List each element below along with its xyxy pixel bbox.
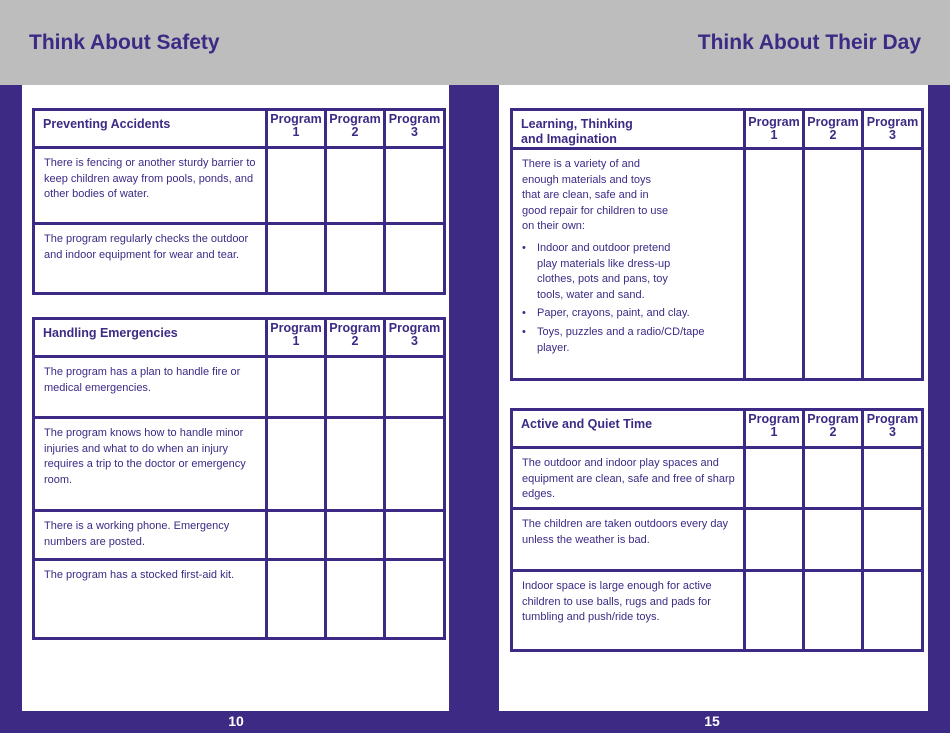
program-3-checkbox[interactable]	[863, 509, 923, 571]
program-1-checkbox[interactable]	[745, 448, 804, 509]
right-page-title: Think About Their Day	[697, 31, 921, 54]
right-page-margin	[928, 85, 950, 733]
table-row	[512, 448, 923, 509]
program-2-checkbox[interactable]	[804, 448, 863, 509]
handling-emergencies-table	[32, 317, 446, 640]
program-1-checkbox[interactable]	[267, 224, 326, 294]
program-1-checkbox[interactable]	[267, 357, 326, 418]
table-row	[512, 571, 923, 651]
table-row	[34, 511, 445, 560]
left-page-title: Think About Safety	[29, 31, 220, 54]
program-2-header: Program 2	[326, 319, 385, 357]
program-1-header: Program 1	[745, 410, 804, 448]
program-3-checkbox[interactable]	[385, 511, 445, 560]
criterion-text: The outdoor and indoor play spaces and equipment are clean, safe and free of sharp edges.	[512, 448, 745, 509]
program-3-header: Program 3	[385, 319, 445, 357]
right-page-number: 15	[704, 713, 720, 729]
program-3-checkbox[interactable]	[863, 448, 923, 509]
table-row	[34, 224, 445, 294]
program-1-checkbox[interactable]	[267, 560, 326, 639]
left-page-margin	[0, 85, 22, 733]
section-heading: Learning, Thinking and Imagination	[512, 110, 745, 149]
program-1-checkbox[interactable]	[267, 148, 326, 224]
program-1-header: Program 1	[267, 110, 326, 148]
program-2-checkbox[interactable]	[326, 511, 385, 560]
table-row	[34, 560, 445, 639]
program-3-checkbox[interactable]	[863, 149, 923, 380]
list-item: • Indoor and outdoor pretend play materials like dress-up clothes, pots and pans, toy tools, water and sand.	[522, 241, 682, 303]
program-2-checkbox[interactable]	[804, 149, 863, 380]
criterion-text: The program regularly checks the outdoor and indoor equipment for wear and tear.	[34, 224, 267, 294]
criterion-text: Indoor space is large enough for active children to use balls, rugs and pads for tumbling and push/ride toys.	[512, 571, 745, 651]
table-row	[34, 418, 445, 511]
program-2-checkbox[interactable]	[804, 509, 863, 571]
section-heading: Active and Quiet Time	[512, 410, 745, 448]
program-1-checkbox[interactable]	[745, 509, 804, 571]
program-1-checkbox[interactable]	[267, 418, 326, 511]
criterion-text: The program has a plan to handle fire or medical emergencies.	[34, 357, 267, 418]
program-2-header: Program 2	[804, 410, 863, 448]
criterion-text: The program knows how to handle minor injuries and what to do when an injury requires a trip to the doctor or emergency room.	[34, 418, 267, 511]
preventing-accidents-table	[32, 108, 446, 295]
gutter	[449, 85, 499, 733]
program-1-checkbox[interactable]	[745, 149, 804, 380]
program-1-checkbox[interactable]	[745, 571, 804, 651]
program-1-header: Program 1	[267, 319, 326, 357]
criterion-text: The children are taken outdoors every day unless the weather is bad.	[512, 509, 745, 571]
program-2-checkbox[interactable]	[326, 560, 385, 639]
criterion-text: There is a working phone. Emergency numbers are posted.	[34, 511, 267, 560]
program-2-checkbox[interactable]	[326, 148, 385, 224]
materials-list	[522, 241, 735, 356]
program-3-header: Program 3	[863, 110, 923, 149]
footer-band	[0, 711, 950, 733]
table-row	[34, 357, 445, 418]
criterion-text	[512, 149, 745, 380]
section-heading: Preventing Accidents	[34, 110, 267, 148]
active-quiet-time-table	[510, 408, 924, 652]
program-3-header: Program 3	[863, 410, 923, 448]
table-row	[512, 509, 923, 571]
program-3-checkbox[interactable]	[385, 560, 445, 639]
list-item: • Toys, puzzles and a radio/CD/tape player.	[522, 325, 735, 356]
program-2-header: Program 2	[804, 110, 863, 149]
program-1-checkbox[interactable]	[267, 511, 326, 560]
program-3-checkbox[interactable]	[385, 357, 445, 418]
table-row	[512, 149, 923, 380]
program-3-header: Program 3	[385, 110, 445, 148]
learning-thinking-table	[510, 108, 924, 381]
program-2-checkbox[interactable]	[326, 418, 385, 511]
left-page-number: 10	[228, 713, 244, 729]
criterion-text: The program has a stocked first-aid kit.	[34, 560, 267, 639]
section-heading: Handling Emergencies	[34, 319, 267, 357]
program-3-checkbox[interactable]	[863, 571, 923, 651]
program-2-checkbox[interactable]	[326, 357, 385, 418]
program-3-checkbox[interactable]	[385, 148, 445, 224]
program-3-checkbox[interactable]	[385, 418, 445, 511]
program-2-header: Program 2	[326, 110, 385, 148]
criterion-text: There is fencing or another sturdy barrier to keep children away from pools, ponds, and other bodies of water.	[34, 148, 267, 224]
program-2-checkbox[interactable]	[326, 224, 385, 294]
program-3-checkbox[interactable]	[385, 224, 445, 294]
program-2-checkbox[interactable]	[804, 571, 863, 651]
program-1-header: Program 1	[745, 110, 804, 149]
list-item: • Paper, crayons, paint, and clay.	[522, 306, 735, 322]
intro-text: There is a variety of and enough materials and toys that are clean, safe and in good repair for children to use on their own:	[522, 158, 669, 233]
table-row	[34, 148, 445, 224]
